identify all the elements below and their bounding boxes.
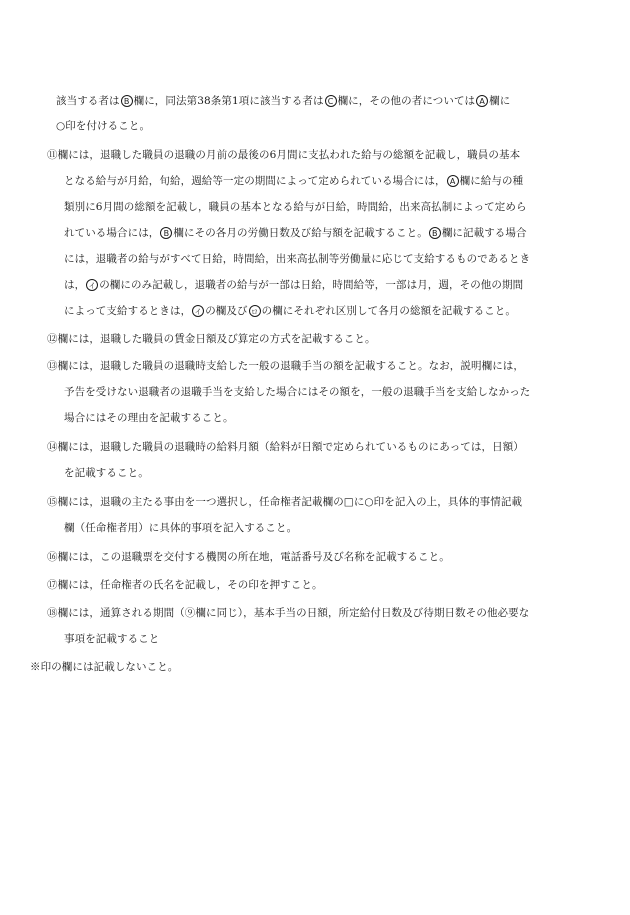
item-15-line-2 bbox=[64, 521, 297, 535]
item-14-line-1 bbox=[47, 440, 524, 454]
text-fragment: ⑭欄には，退職した職員の退職時の給料月額（給料が日額で定められているものにあっては，日額） bbox=[47, 441, 524, 453]
item-11-line-6 bbox=[64, 278, 523, 292]
text-fragment: ⑬欄には，退職した職員の退職時支給した一般の退職手当の額を記載すること。なお，説明欄には， bbox=[47, 360, 524, 372]
item-11-line-2 bbox=[64, 174, 523, 188]
item-12-line-1 bbox=[47, 332, 376, 346]
text-fragment: ⑪欄には，退職した職員の退職の月前の最後の6月間に支払われた給与の総額を記載し，職員の基本 bbox=[47, 149, 521, 161]
text-fragment: となる給与が月給，旬給，週給等一定の期間によって定められている場合には， bbox=[64, 175, 446, 187]
text-fragment: 欄に，その他の者については bbox=[337, 95, 476, 107]
text-fragment: 欄に bbox=[489, 95, 511, 107]
text-fragment: 欄（任命権者用）に具体的事項を記入すること。 bbox=[64, 522, 298, 534]
text-fragment: れている場合には， bbox=[64, 227, 160, 239]
item-11-line-5 bbox=[64, 252, 530, 266]
text-fragment: 欄にその各月の労働日数及び給与額を記載すること。 bbox=[173, 227, 428, 239]
text-fragment: 事項を記載すること bbox=[64, 633, 160, 645]
text-fragment: ⑯欄には，この退職票を交付する機関の所在地，電話番号及び名称を記載すること。 bbox=[47, 551, 450, 563]
text-fragment: 欄に，同法第38条第1項に該当する者は bbox=[133, 95, 324, 107]
text-fragment: ※印の欄には記載しないこと。 bbox=[30, 661, 179, 673]
item-13-line-3 bbox=[64, 411, 234, 425]
text-fragment: には，退職者の給与がすべて日給，時間給，出来高払制等労働量に応じて支給するものであるとき bbox=[64, 253, 531, 265]
circled-i-mark: イ bbox=[86, 279, 98, 291]
text-fragment: の欄及び bbox=[205, 305, 248, 317]
circled-b-mark: B bbox=[429, 227, 441, 239]
item-18-line-2 bbox=[64, 632, 159, 646]
item-13-line-2 bbox=[64, 385, 530, 399]
text-fragment: ⑮欄には，退職の主たる事由を一つ選択し，任命権者記載欄の□に○印を記入の上，具体的事情記載 bbox=[47, 496, 523, 508]
circled-b-mark: B bbox=[121, 95, 133, 107]
item-18-line-1 bbox=[47, 606, 529, 620]
text-fragment: によって支給するときは， bbox=[64, 305, 192, 317]
item-16-line-1 bbox=[47, 550, 450, 564]
text-fragment: 欄に記載する場合 bbox=[441, 227, 527, 239]
circled-b-mark: B bbox=[160, 227, 172, 239]
item-14-line-2 bbox=[64, 466, 149, 480]
item-11-line-3 bbox=[64, 200, 527, 214]
item-11-line-1 bbox=[47, 148, 520, 162]
text-fragment: 場合にはその理由を記載すること。 bbox=[64, 412, 234, 424]
item-11-line-7 bbox=[64, 304, 516, 318]
text-fragment: を記載すること。 bbox=[64, 467, 149, 479]
item-17-line-1 bbox=[47, 578, 323, 592]
circled-ro-mark: ロ bbox=[249, 305, 261, 317]
text-fragment: 該当する者は bbox=[56, 95, 120, 107]
text-fragment: は， bbox=[64, 279, 86, 291]
item-11-line-4 bbox=[64, 226, 527, 240]
text-fragment: ⑰欄には，任命権者の氏名を記載し，その印を押すこと。 bbox=[47, 579, 323, 591]
text-fragment: 類別に6月間の総額を記載し，職員の基本となる給与が日給，時間給，出来高払制によって定めら bbox=[64, 201, 527, 213]
text-line-1 bbox=[56, 94, 510, 108]
text-fragment: ⑫欄には，退職した職員の賃金日額及び算定の方式を記載すること。 bbox=[47, 333, 376, 345]
circled-a-mark: A bbox=[476, 95, 488, 107]
text-fragment: 予告を受けない退職者の退職手当を支給した場合にはその額を，一般の退職手当を支給しなかった bbox=[64, 386, 531, 398]
item-15-line-1 bbox=[47, 495, 522, 509]
item-13-line-1 bbox=[47, 359, 524, 373]
text-fragment: ⑱欄には，通算される期間（⑨欄に同じ），基本手当の日額，所定給付日数及び待期日数その他必要な bbox=[47, 607, 530, 619]
text-fragment: ○印を付けること。 bbox=[56, 120, 151, 132]
footnote bbox=[30, 660, 178, 674]
circled-i-mark: イ bbox=[192, 305, 204, 317]
text-fragment: の欄にのみ記載し，退職者の給与が一部は日給，時間給等，一部は月，週，その他の期間 bbox=[99, 279, 524, 291]
circled-a-mark: A bbox=[447, 175, 459, 187]
text-fragment: の欄にそれぞれ区別して各月の総額を記載すること。 bbox=[261, 305, 517, 317]
text-fragment: 欄に給与の種 bbox=[459, 175, 524, 187]
text-line-2 bbox=[56, 119, 150, 133]
circled-c-mark: C bbox=[325, 95, 337, 107]
